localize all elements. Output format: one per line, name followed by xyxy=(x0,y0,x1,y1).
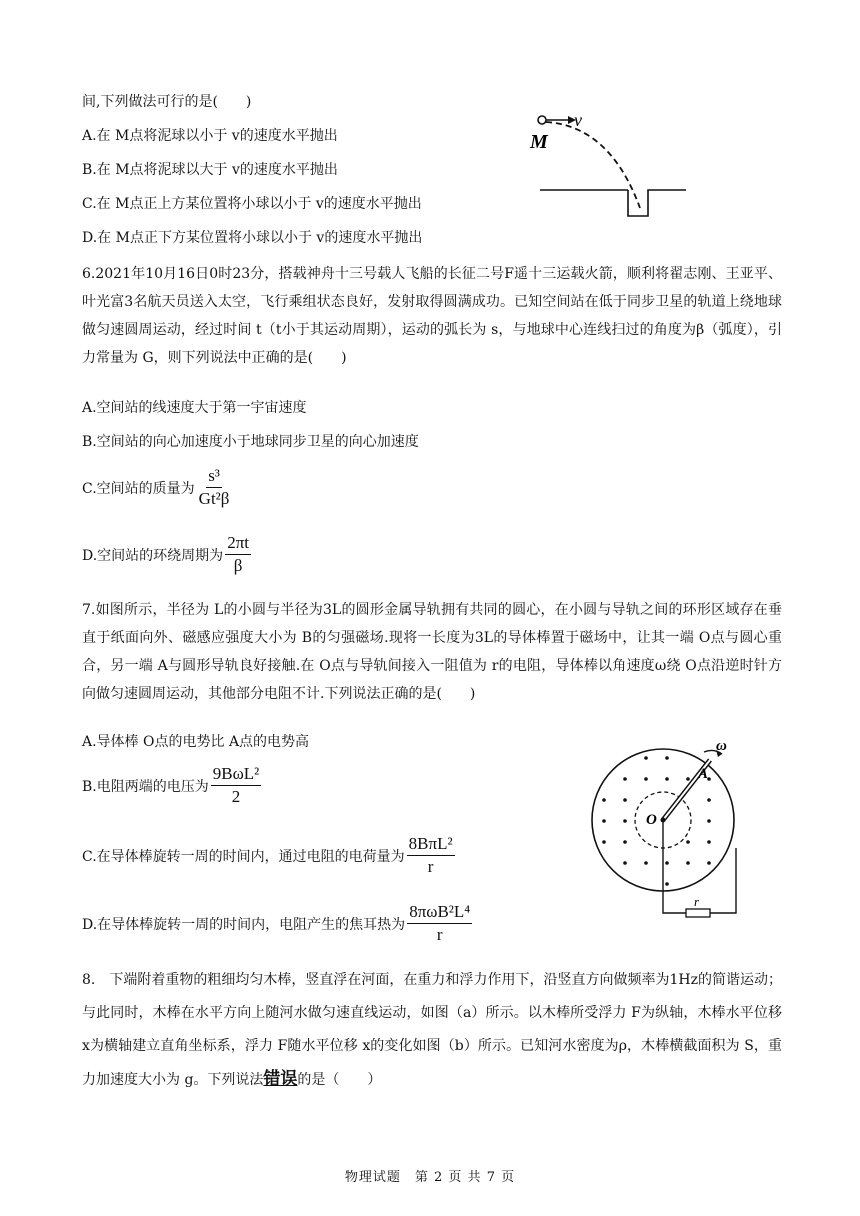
q7-option-b xyxy=(82,764,261,807)
q6-option-b: B.空间站的向心加速度小于地球同步卫星的向心加速度 xyxy=(82,434,419,450)
q6-option-c xyxy=(82,466,231,509)
field-dot xyxy=(707,861,711,865)
q6-option-d-fraction xyxy=(225,533,251,576)
q7-option-a: A.导体棒 O点的电势比 A点的电势高 xyxy=(82,734,310,750)
q7-option-c-text: C.在导体棒旋转一周的时间内，通过电阻的电荷量为 xyxy=(82,848,405,865)
field-dot xyxy=(623,777,627,781)
q8-stem xyxy=(82,964,782,1097)
q7-label-a: A xyxy=(698,766,709,782)
q5-label-v: v xyxy=(574,110,582,130)
field-dot xyxy=(665,882,669,886)
q5-projectile-figure xyxy=(520,104,700,224)
field-dot xyxy=(644,756,648,760)
q7-stem: 7.如图所示，半径为 L的小圆与半径为3L的圆形金属导轨拥有共同的圆心，在小圆与导轨之间的环形区域存在垂直于纸面向外、磁感应强度大小为 B的匀强磁场.现将一长度为3L的导体棒置于磁场中，让其一端 O点与圆心重合，另一端 A与圆形导轨良好接触.在 O点与导轨间接入一阻值为 r的电阻，导体棒以角速度ω绕 O点沿逆时针方向做匀速圆周运动，其他部分电阻不计.下列说法正确的是( ) xyxy=(82,602,782,702)
q7-label-omega: ω xyxy=(716,738,727,754)
q7-option-d-text: D.在导体棒旋转一周的时间内，电阻产生的焦耳热为 xyxy=(82,916,406,933)
field-dot xyxy=(602,819,606,823)
q6-option-d xyxy=(82,533,251,576)
field-dot xyxy=(707,798,711,802)
q7-option-b-text: B.电阻两端的电压为 xyxy=(82,778,209,795)
q7-option-c xyxy=(82,834,455,877)
q7-option-b-denominator: 2 xyxy=(231,787,241,806)
field-dot xyxy=(623,861,627,865)
field-dot xyxy=(623,840,627,844)
field-dot xyxy=(686,861,690,865)
q6-option-c-numerator: s³ xyxy=(206,466,222,488)
field-dot xyxy=(644,861,648,865)
field-dot xyxy=(623,798,627,802)
q7-option-d-denominator: r xyxy=(436,925,443,944)
field-dot xyxy=(686,777,690,781)
field-dot xyxy=(602,798,606,802)
q8-stem-before: 8. 下端附着重物的粗细均匀木棒，竖直浮在河面，在重力和浮力作用下，沿竖直方向做频率为1Hz的简谐运动；与此同时，木棒在水平方向上随河水做匀速直线运动，如图（a）所示。以木棒所受浮力 F为纵轴，木棒水平位移 x为横轴建立直角坐标系，浮力 F随水平位移 x的变化如图（b）所示。已知河水密度为ρ，木棒横截面积为 S，重力加速度大小为 g。下列说法 xyxy=(82,972,782,1088)
field-dot xyxy=(623,819,627,823)
q5-stem-tail: 间,下列做法可行的是( ) xyxy=(82,94,252,110)
field-dot xyxy=(686,840,690,844)
field-dot xyxy=(665,756,669,760)
q6-option-d-numerator: 2πt xyxy=(225,533,251,555)
q7-option-d-numerator: 8πωB²L⁴ xyxy=(407,902,472,924)
q8-stem-emphasis: 错误 xyxy=(263,1069,298,1089)
q8-stem-after: 的是（ ） xyxy=(297,1072,382,1088)
field-dot xyxy=(665,777,669,781)
q5-option-d: D.在 M点正下方某位置将小球以小于 v的速度水平抛出 xyxy=(82,230,423,246)
q6-option-d-text: D.空间站的环绕周期为 xyxy=(82,547,224,564)
q5-option-b: B.在 M点将泥球以大于 v的速度水平抛出 xyxy=(82,162,338,178)
q7-label-r: r xyxy=(694,894,700,909)
q7-option-c-fraction xyxy=(407,834,455,877)
field-dot xyxy=(602,840,606,844)
field-dot xyxy=(707,819,711,823)
q7-rotating-rod-figure xyxy=(586,738,766,928)
q7-label-o: O xyxy=(646,812,657,828)
q6-option-c-fraction xyxy=(197,466,232,509)
field-dot xyxy=(665,861,669,865)
q7-option-d-fraction xyxy=(407,902,472,945)
page-footer: 物理试题 第 2 页 共 7 页 xyxy=(344,1170,516,1185)
q6-option-c-text: C.空间站的质量为 xyxy=(82,480,195,497)
field-dot xyxy=(644,777,648,781)
q5-option-c: C.在 M点正上方某位置将小球以小于 v的速度水平抛出 xyxy=(82,196,422,212)
q6-stem: 6.2021年10月16日0时23分，搭载神舟十三号载人飞船的长征二号F遥十三运载火箭，顺利将翟志刚、王亚平、叶光富3名航天员送入太空，飞行乘组状态良好，发射取得圆满成功。已知空间站在低于同步卫星的轨道上绕地球做匀速圆周运动，经过时间 t（t小于其运动周期），运动的弧长为 s，与地球中心连线扫过的角度为β（弧度），引力常量为 G，则下列说法中正确的是( ) xyxy=(82,266,782,366)
q5-option-a: A.在 M点将泥球以小于 v的速度水平抛出 xyxy=(82,128,338,144)
q7-option-c-numerator: 8BπL² xyxy=(407,834,455,856)
q7-option-b-numerator: 9BωL² xyxy=(211,764,262,786)
q7-option-b-fraction xyxy=(211,764,262,807)
field-dot xyxy=(707,840,711,844)
q6-option-a: A.空间站的线速度大于第一宇宙速度 xyxy=(82,400,307,416)
q7-option-c-denominator: r xyxy=(427,857,434,876)
q6-option-c-denominator: Gt²β xyxy=(198,489,230,508)
q5-label-m: M xyxy=(530,131,548,153)
q7-option-d xyxy=(82,902,472,945)
q6-option-d-denominator: β xyxy=(233,556,243,575)
